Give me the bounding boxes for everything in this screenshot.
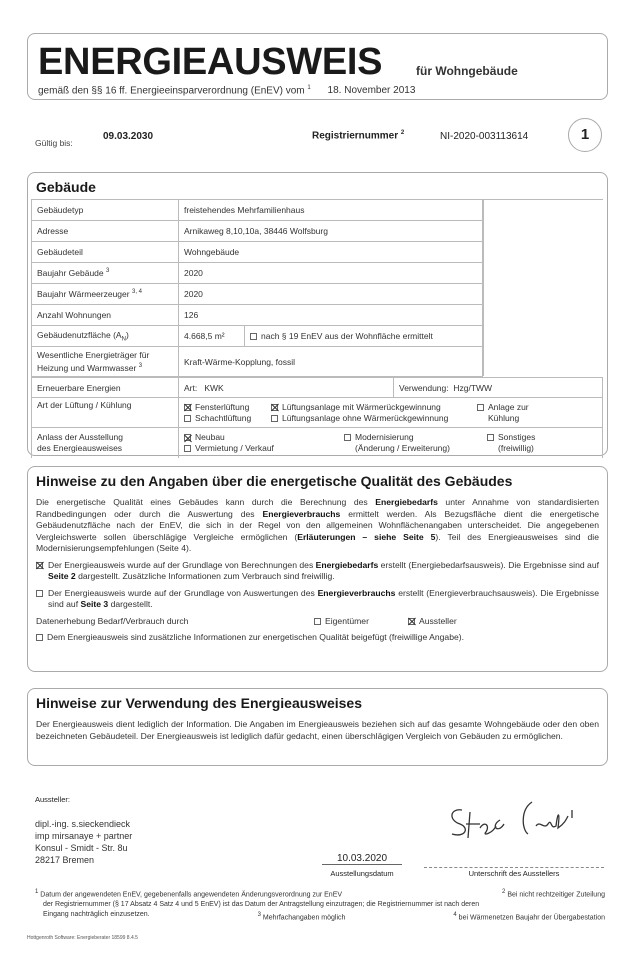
footnote-number: 3 bbox=[257, 912, 261, 919]
use-value: Hzg/TWW bbox=[453, 382, 493, 393]
art-label: Art: bbox=[184, 382, 198, 393]
option-label: Sonstiges bbox=[498, 431, 536, 442]
footnote-2 bbox=[502, 887, 605, 900]
row-label bbox=[32, 428, 179, 458]
registration-number: NI-2020-003113614 bbox=[440, 131, 529, 142]
text: Der Energieausweis wurde auf der Grundlage von Auswertungen des bbox=[48, 587, 318, 598]
footnote-text: Datum der angewendeten EnEV, gegebenenfalls angewendeten Änderungsverordnung zur EnEV bbox=[40, 891, 343, 899]
checkbox[interactable] bbox=[184, 445, 191, 452]
vent-line bbox=[184, 402, 597, 413]
text: ). Teil des Energieausweises sind die Modernisierungsempfehlungen (Seite 4). bbox=[36, 531, 599, 553]
text-bold: Energiebedarfs bbox=[375, 497, 438, 507]
option-label: Neubau bbox=[195, 431, 225, 442]
photo-area bbox=[483, 199, 603, 376]
checkbox[interactable] bbox=[250, 333, 257, 340]
registration-label bbox=[312, 130, 404, 141]
address-line: Konsul - Smidt - Str. 8u bbox=[35, 843, 128, 853]
signature bbox=[440, 790, 580, 850]
usage-title: Hinweise zur Verwendung des Energieausweises bbox=[36, 695, 363, 711]
label-text: des Energieausweises bbox=[37, 442, 123, 453]
checkbox[interactable] bbox=[36, 590, 43, 597]
footnote-4 bbox=[453, 910, 605, 923]
row-value: 2020 bbox=[179, 263, 483, 284]
text-bold: Energieverbrauchs bbox=[317, 587, 396, 598]
label-text: Gebäudenutzfläche (A bbox=[37, 329, 122, 340]
text-bold: Energiebedarfs bbox=[315, 559, 379, 570]
issue-date-label: Ausstellungsdatum bbox=[330, 869, 394, 878]
checkbox[interactable] bbox=[184, 415, 191, 422]
table-row bbox=[32, 263, 483, 284]
notes-usage-column bbox=[27, 466, 608, 766]
reason-line bbox=[184, 443, 597, 454]
footnote-1 bbox=[35, 887, 342, 900]
checkbox-checked[interactable] bbox=[184, 404, 191, 411]
footnote-ref: 2 bbox=[400, 130, 405, 136]
address-line: imp mirsanaye + partner bbox=[35, 831, 133, 841]
reason-option[interactable] bbox=[487, 432, 535, 443]
header-box bbox=[27, 33, 608, 100]
text-bold: Seite 2 bbox=[48, 571, 76, 581]
checkbox[interactable] bbox=[314, 618, 321, 625]
checkbox-checked[interactable] bbox=[184, 434, 191, 441]
footnote-text: bei Wärmenetzen Baujahr der Übergabestation bbox=[458, 914, 605, 922]
notes-section bbox=[27, 466, 608, 672]
footnote-text: Eingang nachträglich einzusetzen. bbox=[43, 911, 150, 919]
text: Die energetische Qualität eines Gebäudes kann durch die Berechnung des bbox=[36, 497, 376, 507]
label-text: Heizung und Warmwasser bbox=[37, 362, 137, 373]
row-label: Art der Lüftung / Kühlung bbox=[32, 398, 179, 428]
row-value: 2020 bbox=[179, 284, 483, 305]
use-label: Verwendung: bbox=[399, 382, 449, 393]
signature-label: Unterschrift des Ausstellers bbox=[468, 869, 560, 878]
enev-date: 18. November 2013 bbox=[327, 85, 416, 97]
footnote-number: 1 bbox=[35, 889, 39, 895]
row-label bbox=[32, 326, 179, 347]
row-label: Erneuerbare Energien bbox=[32, 378, 179, 398]
area-value: 4.668,5 m² bbox=[179, 326, 245, 347]
issuer-option[interactable] bbox=[408, 616, 457, 628]
row-label bbox=[32, 263, 179, 284]
row-label: Anzahl Wohnungen bbox=[32, 305, 179, 326]
label-text: Anlass der Ausstellung bbox=[37, 431, 123, 442]
footnote-3 bbox=[258, 910, 346, 923]
vent-option[interactable] bbox=[271, 402, 477, 413]
page-number-badge bbox=[568, 118, 602, 152]
footnote-line bbox=[35, 910, 605, 923]
row-value: freistehendes Mehrfamilienhaus bbox=[179, 200, 483, 221]
page-number: 1 bbox=[580, 126, 590, 143]
label-text: Wesentliche Energieträger für bbox=[37, 349, 150, 360]
row-label bbox=[32, 347, 179, 377]
option-label: Lüftungsanlage mit Wärmerückgewinnung bbox=[282, 401, 441, 412]
renew-use bbox=[394, 378, 603, 398]
row-label: Gebäudeteil bbox=[32, 242, 179, 263]
footnote-number: 4 bbox=[453, 912, 457, 919]
address-line: 28217 Bremen bbox=[35, 855, 95, 865]
label-text: Baujahr Wärmeerzeuger bbox=[37, 289, 130, 299]
table-row bbox=[32, 221, 483, 242]
label-text: ) bbox=[125, 329, 129, 340]
row-value: Kraft-Wärme-Kopplung, fossil bbox=[179, 347, 483, 377]
option-label: Fensterlüftung bbox=[195, 401, 250, 412]
notes-paragraph bbox=[36, 497, 599, 555]
footnote-text: Mehrfachangaben möglich bbox=[262, 914, 346, 922]
checkbox-checked[interactable] bbox=[408, 618, 415, 625]
footnote-line bbox=[35, 887, 605, 900]
footnote-ref: 1 bbox=[307, 85, 311, 91]
reason-option[interactable] bbox=[184, 443, 344, 454]
data-collection-label: Datenerhebung Bedarf/Verbrauch durch bbox=[36, 615, 189, 626]
footnote-ref: 3, 4 bbox=[131, 289, 142, 296]
vent-option[interactable] bbox=[477, 402, 529, 413]
document-subtitle: für Wohngebäude bbox=[416, 64, 518, 78]
option-label: Schachtlüftung bbox=[195, 412, 252, 423]
text: erstellt (Energieverbrauchsausweis). Die Ergebnisse sind auf bbox=[48, 587, 600, 609]
option-label: Lüftungsanlage ohne Wärmerückgewinnung bbox=[282, 412, 449, 423]
software-note: Hottgenroth Software: Energieberater 18599 8.4.5 bbox=[27, 935, 138, 941]
signature-line bbox=[424, 867, 604, 868]
label-sub: N bbox=[121, 336, 126, 343]
valid-value: 09.03.2030 bbox=[103, 131, 154, 142]
table-row bbox=[32, 200, 483, 221]
text-bold: Seite 3 bbox=[80, 599, 109, 609]
ventilation-options bbox=[179, 398, 603, 428]
table-row bbox=[32, 326, 483, 347]
text: Dem Energieausweis sind zusätzliche Informationen zur energetischen Qualität beigefügt (freiwillige Angabe). bbox=[47, 632, 465, 642]
table-row bbox=[32, 305, 483, 326]
row-label bbox=[32, 284, 179, 305]
option-label: Eigentümer bbox=[325, 615, 369, 626]
legal-text: gemäß den §§ 16 ff. Energieeinsparverordnung (EnEV) vom bbox=[38, 85, 305, 97]
usage-text: Der Energieausweis dient lediglich der Information. Die Angaben im Energieausweis beziehen sich auf das gesamte Wohngebäude oder den oben bezeichneten Gebäudeteil. Der Energieausweis ist lediglich dafür gedacht, einen überschlägigen Vergleich von Gebäuden zu ermöglichen. bbox=[36, 719, 599, 741]
text-bold: Erläuterungen – siehe Seite 5 bbox=[297, 531, 436, 542]
table-row bbox=[32, 378, 603, 398]
data-collection-row bbox=[36, 616, 599, 628]
text: Der Energieausweis wurde auf der Grundlage von Berechnungen des bbox=[48, 559, 316, 570]
row-value: Wohngebäude bbox=[179, 242, 483, 263]
table-row bbox=[32, 284, 483, 305]
checkbox[interactable] bbox=[36, 634, 43, 641]
checkbox[interactable] bbox=[344, 434, 351, 441]
footnote-ref: 3 bbox=[106, 268, 110, 275]
text: unter Annahme von standardisierten Randbedingungen oder durch die Auswertung des bbox=[36, 497, 599, 519]
address-line: dipl.-ing. s.sieckendieck bbox=[35, 819, 131, 829]
option-label: Modernisierung bbox=[355, 431, 414, 442]
issuer-label: Aussteller: bbox=[35, 795, 71, 804]
building-table-lower bbox=[31, 377, 603, 458]
usage-section bbox=[27, 688, 608, 766]
vent-option[interactable] bbox=[184, 413, 271, 424]
vent-option[interactable] bbox=[271, 413, 477, 424]
document-title: ENERGIEAUSWEIS bbox=[38, 41, 383, 83]
text: ermittelt werden. Als Bezugsfläche dient die energetische Gebäudenutzfläche nach der EnEV, die sich in der Regel von den allgemeinen Wohnflächenangaben unterscheidet. Die angegebenen Vergleichswerte sollen überschlägige Vergleiche ermöglichen ( bbox=[36, 508, 599, 542]
checkbox-checked[interactable] bbox=[271, 404, 278, 411]
owner-option[interactable] bbox=[314, 616, 408, 628]
building-table bbox=[31, 199, 483, 377]
option-label: Kühlung bbox=[488, 412, 520, 423]
notes-title: Hinweise zu den Angaben über die energetische Qualität des Gebäudes bbox=[36, 473, 513, 489]
row-label: Gebäudetyp bbox=[32, 200, 179, 221]
consumption-option[interactable] bbox=[36, 588, 599, 611]
footnote-number: 2 bbox=[502, 889, 506, 895]
text: dargestellt. bbox=[108, 599, 153, 609]
additional-info-option[interactable] bbox=[36, 632, 599, 644]
registration-label-text: Registriernummer bbox=[312, 130, 399, 142]
valid-label: Gültig bis: bbox=[35, 138, 73, 148]
art-value: KWK bbox=[204, 382, 224, 393]
option-label: nach § 19 EnEV aus der Wohnfläche ermittelt bbox=[261, 331, 433, 341]
issue-date: 10.03.2020 bbox=[322, 853, 402, 865]
checkbox[interactable] bbox=[477, 404, 484, 411]
text: dargestellt. Zusätzliche Informationen zum Verbrauch sind freiwillig. bbox=[75, 571, 335, 581]
text-bold: Energieverbrauchs bbox=[262, 508, 341, 519]
checkbox[interactable] bbox=[487, 434, 494, 441]
vent-line bbox=[184, 413, 597, 424]
option-label: Aussteller bbox=[419, 615, 457, 626]
table-row bbox=[32, 428, 603, 458]
legal-basis bbox=[38, 85, 415, 96]
building-title: Gebäude bbox=[36, 179, 96, 195]
option-label: (freiwillig) bbox=[498, 442, 534, 453]
footnote-text: Bei nicht rechtzeitiger Zuteilung bbox=[507, 891, 605, 899]
checkbox-checked[interactable] bbox=[36, 562, 43, 569]
reason-option[interactable] bbox=[344, 432, 487, 443]
reason-option[interactable] bbox=[184, 432, 344, 443]
reason-options bbox=[179, 428, 603, 458]
issuer-address bbox=[35, 818, 132, 866]
renew-art bbox=[179, 378, 394, 398]
option-label: (Änderung / Erweiterung) bbox=[355, 442, 450, 453]
footnotes bbox=[35, 887, 605, 924]
area-option[interactable] bbox=[245, 326, 483, 347]
vent-option[interactable] bbox=[184, 402, 271, 413]
checkbox[interactable] bbox=[271, 415, 278, 422]
footnote-text: der Registriernummer (§ 17 Absatz 4 Satz 4 und 5 EnEV) ist das Datum der Antragstellung einzutragen; die Registriernummer ist nach deren bbox=[43, 901, 480, 909]
row-label: Adresse bbox=[32, 221, 179, 242]
row-value: 126 bbox=[179, 305, 483, 326]
footnote-ref: 3 bbox=[138, 362, 143, 369]
label-text: Baujahr Gebäude bbox=[37, 268, 104, 278]
table-row bbox=[32, 242, 483, 263]
row-value: Arnikaweg 8,10,10a, 38446 Wolfsburg bbox=[179, 221, 483, 242]
option-label: Vermietung / Verkauf bbox=[195, 442, 274, 453]
table-row bbox=[32, 347, 483, 377]
demand-option[interactable] bbox=[36, 560, 599, 583]
table-row bbox=[32, 398, 603, 428]
text: erstellt (Energiebedarfsausweis). Die Ergebnisse sind auf bbox=[378, 559, 599, 570]
option-label: Anlage zur bbox=[488, 401, 529, 412]
reason-line bbox=[184, 432, 597, 443]
